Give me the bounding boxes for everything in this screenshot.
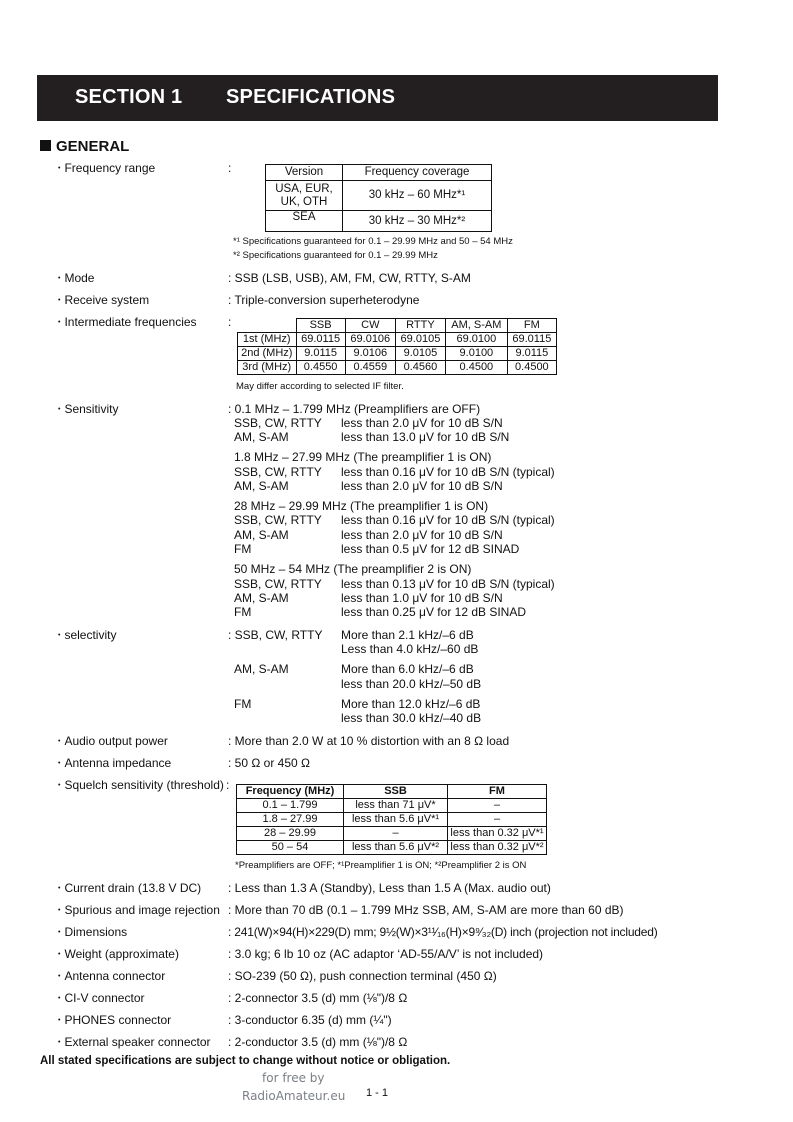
table-header: FM (448, 785, 547, 799)
sensitivity-band: 28 MHz – 29.99 MHz (The preamplifier 1 is ON) (234, 499, 489, 513)
spurious-label: • Spurious and image rejection (58, 903, 220, 917)
weight-label: • Weight (approximate) (58, 947, 179, 961)
sensitivity-mode: SSB, CW, RTTY (234, 416, 322, 430)
table-cell: 69.0105 (395, 333, 445, 347)
frequency-table (265, 164, 492, 232)
selectivity-mode: : SSB, CW, RTTY (228, 628, 323, 642)
sensitivity-mode: AM, S-AM (234, 479, 289, 493)
frequency-range-label: • Frequency range (58, 161, 155, 175)
general-heading: GENERAL (40, 138, 129, 155)
sensitivity-value: less than 2.0 μV for 10 dB S/N (341, 479, 503, 493)
selectivity-mode: AM, S-AM (234, 662, 289, 676)
antenna-impedance-value: : 50 Ω or 450 Ω (228, 756, 310, 770)
if-table (237, 318, 557, 375)
table-cell: less than 5.6 μV*¹ (344, 813, 448, 827)
table-header: Version (266, 165, 343, 181)
table-cell: less than 0.32 μV*¹ (448, 827, 547, 841)
sensitivity-mode: AM, S-AM (234, 591, 289, 605)
table-header: RTTY (395, 319, 445, 333)
table-header: AM, S-AM (446, 319, 508, 333)
table-cell: 9.0115 (296, 347, 345, 361)
antenna-impedance-label: • Antenna impedance (58, 756, 171, 770)
table-cell: 1st (MHz) (238, 333, 297, 347)
table-cell: SEA (266, 211, 343, 232)
sensitivity-value: less than 0.16 μV for 10 dB S/N (typical) (341, 513, 555, 527)
table-cell: 0.4560 (395, 361, 445, 375)
receive-system-label: • Receive system (58, 293, 149, 307)
table-cell: 0.4550 (296, 361, 345, 375)
squelch-label: • Squelch sensitivity (threshold) (58, 778, 224, 792)
antenna-connector-value: : SO-239 (50 Ω), push connection terminal (450 Ω) (228, 969, 497, 983)
table-cell: 3rd (MHz) (238, 361, 297, 375)
table-cell: 2nd (MHz) (238, 347, 297, 361)
sensitivity-value: less than 0.16 μV for 10 dB S/N (typical) (341, 465, 555, 479)
weight-value: : 3.0 kg; 6 lb 10 oz (AC adaptor ‘AD-55/A/V’ is not included) (228, 947, 544, 961)
civ-connector-label: • CI-V connector (58, 991, 145, 1005)
sensitivity-value: less than 0.13 μV for 10 dB S/N (typical) (341, 577, 555, 591)
if-label: • Intermediate frequencies (58, 315, 197, 329)
table-cell: 1.8 – 27.99 (237, 813, 344, 827)
table-cell: less than 71 μV* (344, 799, 448, 813)
sensitivity-label: • Sensitivity (58, 402, 118, 416)
dimensions-value: : 241(W)×94(H)×229(D) mm; 9½(W)×3¹¹⁄₁₆(H)×9⁹⁄₃₂(D) inch (projection not included) (228, 925, 658, 939)
table-cell: – (448, 813, 547, 827)
civ-connector-value: : 2-connector 3.5 (d) mm (⅛")/8 Ω (228, 991, 408, 1005)
section-header-bar (37, 75, 718, 121)
sensitivity-mode: SSB, CW, RTTY (234, 465, 322, 479)
phones-connector-label: • PHONES connector (58, 1013, 171, 1027)
sensitivity-mode: FM (234, 605, 252, 619)
watermark-link[interactable]: RadioAmateur.eu (242, 1089, 346, 1103)
section-title: SPECIFICATIONS (226, 86, 396, 108)
table-cell: 9.0115 (507, 347, 556, 361)
section-number: SECTION 1 (75, 86, 183, 108)
table-cell: 69.0115 (507, 333, 556, 347)
sensitivity-mode: AM, S-AM (234, 528, 289, 542)
colon: : (228, 315, 232, 329)
sensitivity-value: less than 2.0 μV for 10 dB S/N (341, 528, 503, 542)
selectivity-value: less than 20.0 kHz/–50 dB (341, 677, 482, 691)
table-cell: – (448, 799, 547, 813)
current-drain-label: • Current drain (13.8 V DC) (58, 881, 201, 895)
table-cell: 30 kHz – 60 MHz*¹ (343, 181, 492, 211)
sensitivity-value: less than 1.0 μV for 10 dB S/N (341, 591, 503, 605)
selectivity-value: More than 2.1 kHz/–6 dB (341, 628, 474, 642)
if-note: May differ according to selected IF filter. (236, 381, 404, 392)
antenna-connector-label: • Antenna connector (58, 969, 165, 983)
sensitivity-mode: AM, S-AM (234, 430, 289, 444)
sensitivity-mode: SSB, CW, RTTY (234, 513, 322, 527)
table-cell: 69.0106 (345, 333, 395, 347)
table-cell: 9.0100 (446, 347, 508, 361)
table-cell: 69.0115 (296, 333, 345, 347)
watermark-line: for free by (262, 1071, 325, 1085)
squelch-note: *Preamplifiers are OFF; *¹Preamplifier 1 is ON; *²Preamplifier 2 is ON (235, 860, 527, 871)
sensitivity-value: less than 0.25 μV for 12 dB SINAD (341, 605, 527, 619)
table-header: FM (507, 319, 556, 333)
table-cell: 0.4500 (446, 361, 508, 375)
table-header: CW (345, 319, 395, 333)
audio-output-label: • Audio output power (58, 734, 168, 748)
table-cell: – (344, 827, 448, 841)
colon: : (228, 161, 232, 175)
selectivity-mode: FM (234, 697, 252, 711)
footnote: *¹ Specifications guaranteed for 0.1 – 29.99 MHz and 50 – 54 MHz (233, 236, 513, 247)
sensitivity-line: : 0.1 MHz – 1.799 MHz (Preamplifiers are OFF) (228, 402, 481, 416)
receive-system-value: : Triple-conversion superheterodyne (228, 293, 420, 307)
table-header: Frequency coverage (343, 165, 492, 181)
table-cell: 0.1 – 1.799 (237, 799, 344, 813)
squelch-table (236, 784, 547, 855)
table-cell: 0.4559 (345, 361, 395, 375)
sensitivity-band: 1.8 MHz – 27.99 MHz (The preamplifier 1 is ON) (234, 450, 492, 464)
ext-speaker-value: : 2-conductor 3.5 (d) mm (⅛")/8 Ω (228, 1035, 408, 1049)
dimensions-label: • Dimensions (58, 925, 127, 939)
page-number: 1 - 1 (366, 1087, 389, 1099)
disclaimer: All stated specifications are subject to change without notice or obligation. (40, 1055, 451, 1067)
table-cell: 28 – 29.99 (237, 827, 344, 841)
table-cell: less than 0.32 μV*² (448, 841, 547, 855)
phones-connector-value: : 3-conductor 6.35 (d) mm (¼") (228, 1013, 392, 1027)
table-cell: less than 5.6 μV*² (344, 841, 448, 855)
current-drain-value: : Less than 1.3 A (Standby), Less than 1.5 A (Max. audio out) (228, 881, 551, 895)
table-header: Frequency (MHz) (237, 785, 344, 799)
selectivity-value: More than 12.0 kHz/–6 dB (341, 697, 481, 711)
square-bullet-icon (40, 140, 51, 151)
selectivity-value: less than 30.0 kHz/–40 dB (341, 711, 482, 725)
sensitivity-value: less than 2.0 μV for 10 dB S/N (341, 416, 503, 430)
sensitivity-mode: SSB, CW, RTTY (234, 577, 322, 591)
footnote: *² Specifications guaranteed for 0.1 – 29.99 MHz (233, 250, 438, 261)
sensitivity-value: less than 0.5 μV for 12 dB SINAD (341, 542, 520, 556)
table-header: SSB (344, 785, 448, 799)
table-cell: 9.0105 (395, 347, 445, 361)
audio-output-value: : More than 2.0 W at 10 % distortion with an 8 Ω load (228, 734, 510, 748)
sensitivity-band: 50 MHz – 54 MHz (The preamplifier 2 is ON) (234, 562, 472, 576)
sensitivity-mode: FM (234, 542, 252, 556)
sensitivity-value: less than 13.0 μV for 10 dB S/N (341, 430, 510, 444)
table-cell: 9.0106 (345, 347, 395, 361)
spurious-value: : More than 70 dB (0.1 – 1.799 MHz SSB, AM, S-AM are more than 60 dB) (228, 903, 624, 917)
table-cell: USA, EUR, UK, OTH (266, 181, 343, 211)
ext-speaker-label: • External speaker connector (58, 1035, 211, 1049)
selectivity-value: More than 6.0 kHz/–6 dB (341, 662, 474, 676)
table-cell: 0.4500 (507, 361, 556, 375)
selectivity-label: • selectivity (58, 628, 116, 642)
mode-value: : SSB (LSB, USB), AM, FM, CW, RTTY, S-AM (228, 271, 471, 285)
colon: : (226, 778, 230, 792)
selectivity-value: Less than 4.0 kHz/–60 dB (341, 642, 479, 656)
table-header: SSB (296, 319, 345, 333)
table-cell: 50 – 54 (237, 841, 344, 855)
table-cell: 69.0100 (446, 333, 508, 347)
table-cell: 30 kHz – 30 MHz*² (343, 211, 492, 232)
mode-label: • Mode (58, 271, 94, 285)
table-header (238, 319, 297, 333)
